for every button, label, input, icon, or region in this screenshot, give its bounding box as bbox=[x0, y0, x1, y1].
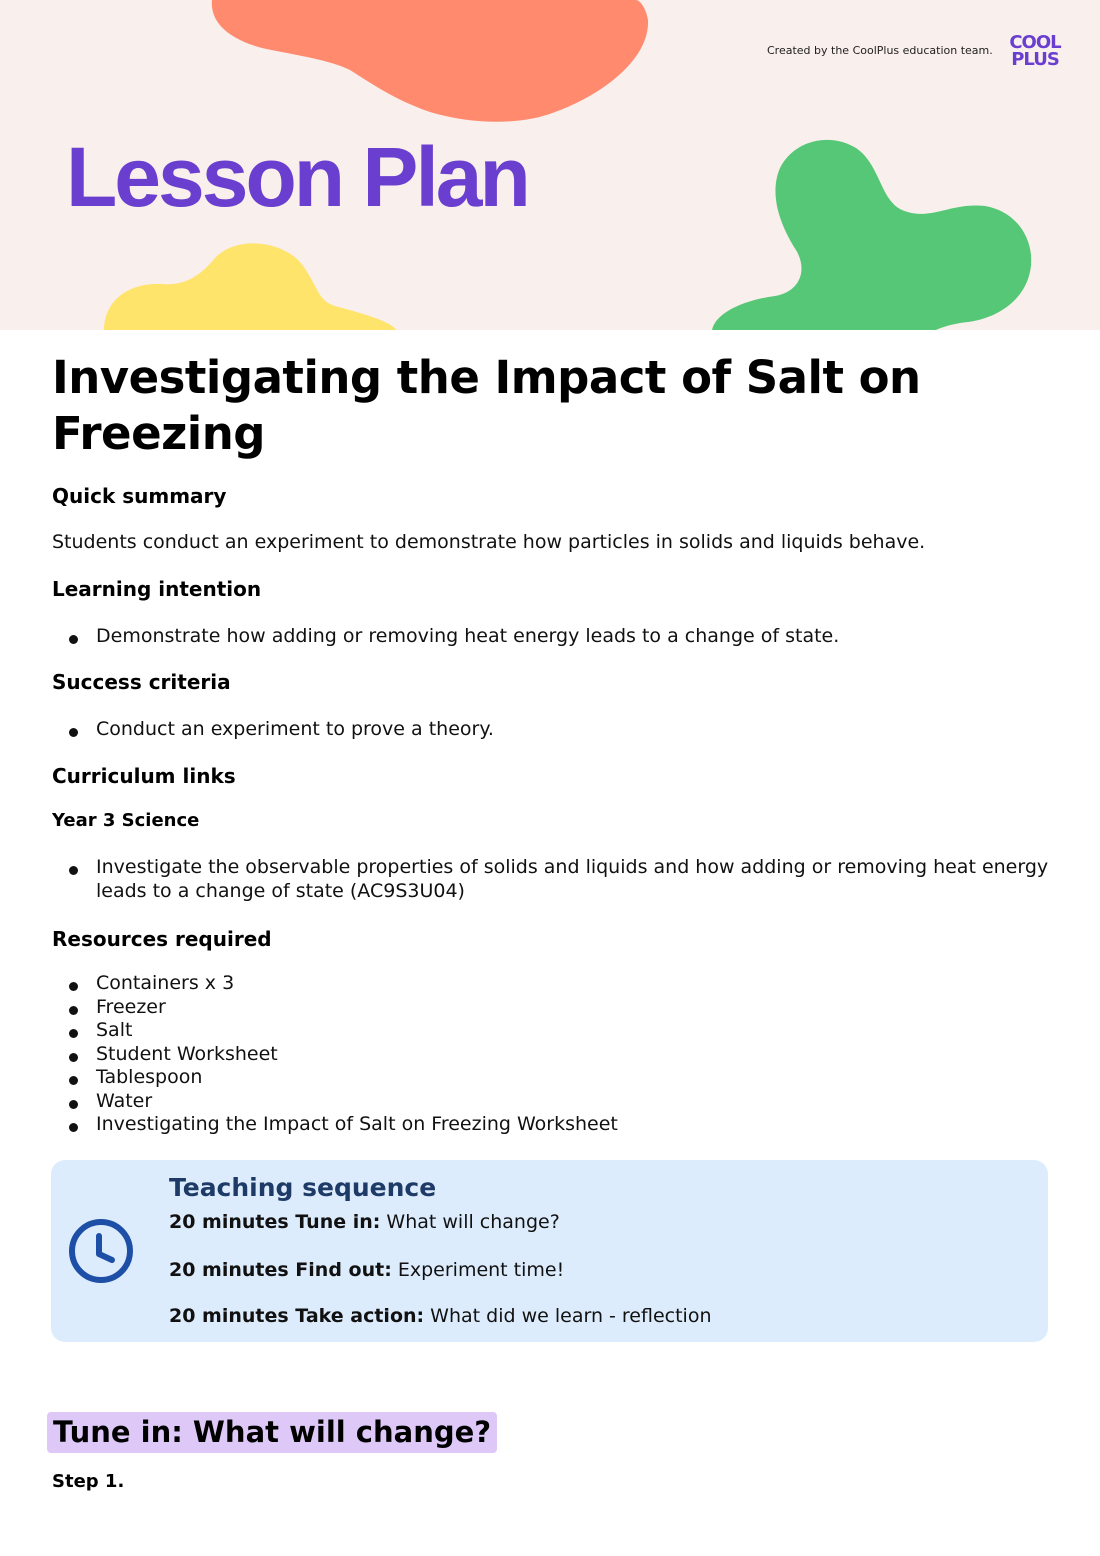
curriculum-heading: Curriculum links bbox=[52, 764, 236, 788]
teaching-item-take-action bbox=[169, 1305, 712, 1327]
list-item: Salt bbox=[52, 1019, 1052, 1043]
coolplus-logo bbox=[1004, 34, 1066, 72]
curriculum-list bbox=[52, 856, 1052, 903]
lesson-title-line-1: Investigating the Impact of Salt on bbox=[52, 351, 921, 404]
learning-intention-heading: Learning intention bbox=[52, 577, 262, 601]
list-item: Investigating the Impact of Salt on Freezing Worksheet bbox=[52, 1113, 1052, 1137]
tune-in-heading: Tune in: What will change? bbox=[47, 1412, 497, 1453]
quick-summary-heading: Quick summary bbox=[52, 484, 227, 508]
header-banner bbox=[0, 0, 1100, 330]
resources-heading: Resources required bbox=[52, 927, 272, 951]
lesson-plan-title: Lesson Plan bbox=[66, 130, 528, 224]
list-item: Tablespoon bbox=[52, 1066, 1052, 1090]
step-label: Step 1. bbox=[52, 1471, 125, 1492]
logo-line-1: COOL bbox=[1009, 32, 1061, 53]
teaching-item-text: What will change? bbox=[380, 1211, 560, 1233]
success-criteria-list bbox=[52, 718, 1052, 742]
logo-line-2: PLUS bbox=[1011, 49, 1059, 70]
clock-icon bbox=[66, 1216, 136, 1286]
list-item: Containers x 3 bbox=[52, 972, 1052, 996]
list-item: Freezer bbox=[52, 996, 1052, 1020]
green-blob bbox=[712, 140, 1031, 330]
orange-blob bbox=[212, 0, 648, 122]
list-item: Student Worksheet bbox=[52, 1043, 1052, 1067]
credit-text: Created by the CoolPlus education team. bbox=[767, 44, 993, 57]
lesson-title-line-2: Freezing bbox=[52, 407, 265, 460]
teaching-item-label: 20 minutes Tune in: bbox=[169, 1211, 381, 1233]
teaching-item-text: Experiment time! bbox=[391, 1259, 565, 1281]
teaching-item-label: 20 minutes Take action: bbox=[169, 1305, 425, 1327]
list-item: Investigate the observable properties of solids and liquids and how adding or removing heat energy leads to a change of state (AC9S3U04) bbox=[52, 856, 1052, 903]
list-item: Conduct an experiment to prove a theory. bbox=[52, 718, 1052, 742]
teaching-sequence-heading: Teaching sequence bbox=[169, 1173, 437, 1202]
list-item: Water bbox=[52, 1090, 1052, 1114]
lesson-title-block bbox=[52, 350, 1052, 462]
success-criteria-heading: Success criteria bbox=[52, 670, 231, 694]
teaching-item-tune-in bbox=[169, 1211, 560, 1233]
yellow-blob bbox=[104, 243, 396, 330]
learning-intention-list bbox=[52, 625, 1052, 649]
list-item: Demonstrate how adding or removing heat energy leads to a change of state. bbox=[52, 625, 1052, 649]
teaching-item-find-out bbox=[169, 1259, 564, 1281]
quick-summary-text: Students conduct an experiment to demonstrate how particles in solids and liquids behave. bbox=[52, 531, 926, 553]
resources-list bbox=[52, 972, 1052, 1137]
curriculum-subheading: Year 3 Science bbox=[52, 810, 200, 831]
lesson-title bbox=[52, 350, 1052, 462]
teaching-item-label: 20 minutes Find out: bbox=[169, 1259, 392, 1281]
teaching-item-text: What did we learn - reflection bbox=[424, 1305, 712, 1327]
